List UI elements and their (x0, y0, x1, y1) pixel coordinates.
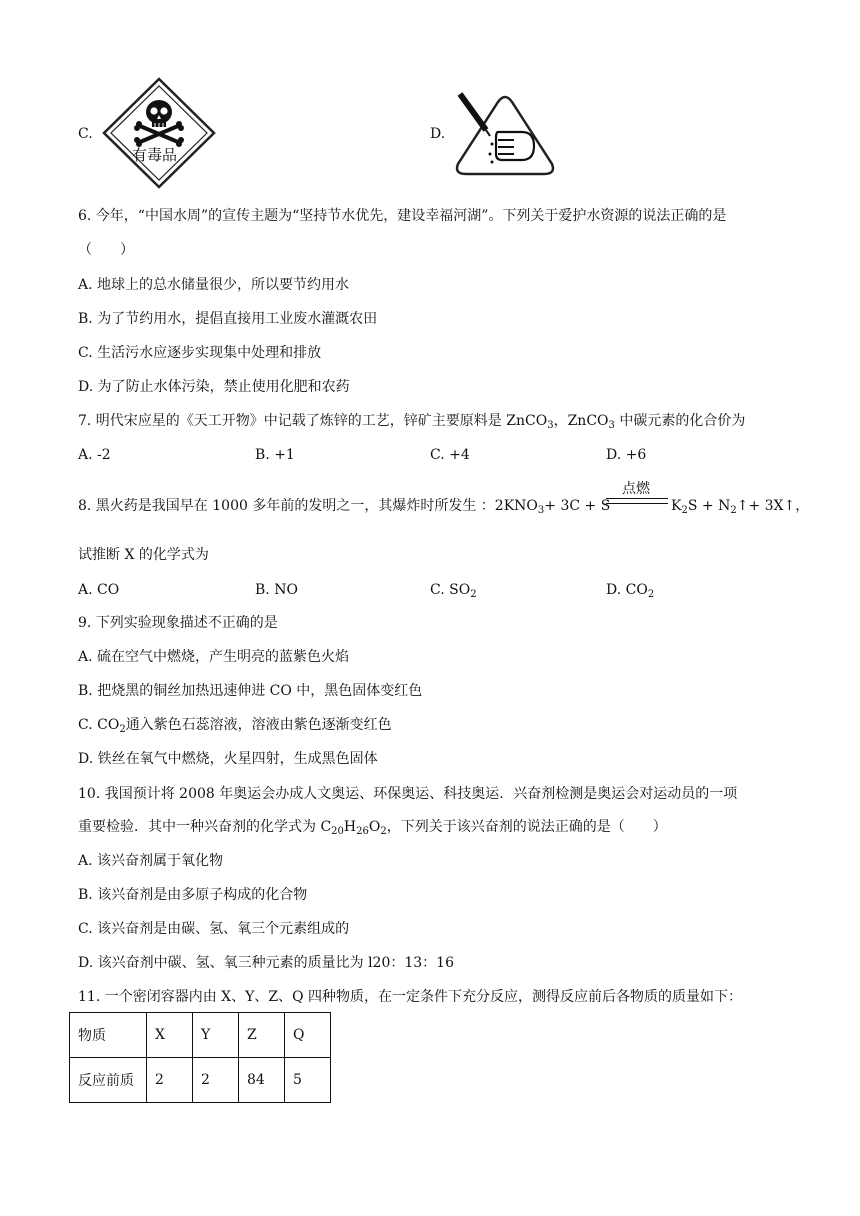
table-cell: 84 (239, 1058, 285, 1103)
q7-option-d: D. +6 (606, 447, 647, 463)
table-row (70, 1013, 331, 1058)
q6-option-b: B. 为了节约用水，提倡直接用工业废水灌溉农田 (78, 311, 378, 327)
table-cell: 反应前质 (70, 1058, 147, 1103)
table-cell: 5 (285, 1058, 331, 1103)
q7-option-a: A. -2 (78, 447, 111, 463)
reaction-equals-sign (606, 498, 668, 504)
q8-products: $K_2S$ + $N_2↑+$ 3X↑， (671, 498, 810, 516)
q9-option-a: A. 硫在空气中燃烧，产生明亮的蓝紫色火焰 (78, 649, 350, 665)
mass-table (69, 1012, 331, 1103)
table-cell: Y (193, 1013, 239, 1058)
q10-option-a: A. 该兴奋剂属于氧化物 (78, 853, 224, 869)
q7-option-b: B. +1 (255, 447, 295, 463)
q8-option-b: B. NO (255, 582, 298, 598)
q9-option-b: B. 把烧黑的铜丝加热迅速伸进 CO 中，黑色固体变红色 (78, 683, 423, 699)
q10-option-c: C. 该兴奋剂是由碳、氢、氧三个元素组成的 (78, 921, 350, 937)
q10-option-d: D. 该兴奋剂中碳、氢、氧三种元素的质量比为 l20：13：16 (78, 955, 454, 971)
table-cell: 2 (193, 1058, 239, 1103)
q6-option-a: A. 地球上的总水储量很少，所以要节约用水 (78, 277, 350, 293)
table-cell: Z (239, 1013, 285, 1058)
q10-line2: 重要检验．其中一种兴奋剂的化学式为 $C_{20}H_{26}O_2$，下列关于该兴奋剂的说法正确的是（ ） (78, 819, 667, 837)
table-cell: 物质 (70, 1013, 147, 1058)
q6-option-c: C. 生活污水应逐步实现集中处理和排放 (78, 345, 322, 361)
q8-option-c: C. $SO_2$ (430, 582, 477, 600)
table-cell: X (147, 1013, 193, 1058)
q10-line1: 10. 我国预计将 2008 年奥运会办成人文奥运、环保奥运、科技奥运．兴奋剂检测是奥运会对运动员的一项 (78, 786, 738, 802)
toxic-hazard-sign-icon (100, 76, 218, 190)
table-row (70, 1058, 331, 1103)
reaction-condition: 点燃 (622, 481, 650, 497)
table-cell: Q (285, 1013, 331, 1058)
q9-stem: 9. 下列实验现象描述不正确的是 (78, 615, 278, 631)
q10-option-b: B. 该兴奋剂是由多原子构成的化合物 (78, 887, 308, 903)
corrosive-hand-warning-icon (452, 88, 558, 178)
q8-option-a: A. CO (78, 582, 120, 598)
table-cell: 2 (147, 1058, 193, 1103)
q9-option-d: D. 铁丝在氧气中燃烧，火星四射，生成黑色固体 (78, 751, 378, 767)
q6-stem: 6. 今年，“中国水周”的宣传主题为“坚持节水优先，建设幸福河湖”。下列关于爱护水资源的说法正确的是 (78, 208, 727, 224)
q8-line2: 试推断 X 的化学式为 (78, 547, 209, 563)
q11-stem: 11. 一个密闭容器内由 X、Y、Z、Q 四种物质，在一定条件下充分反应，测得反应前后各物质的质量如下： (78, 989, 743, 1005)
q7-stem: 7. 明代宋应星的《天工开物》中记载了炼锌的工艺，锌矿主要原料是 ZnCO$_3$，ZnCO$_3$ 中碳元素的化合价为 (78, 413, 746, 431)
q6-paren: （ ） (78, 242, 134, 258)
q9-option-c: C. $CO_2$通入紫色石蕊溶液，溶液由紫色逐渐变红色 (78, 717, 392, 735)
q8-option-d: D. $CO_2$ (606, 582, 655, 600)
q7-option-c: C. +4 (430, 447, 470, 463)
option-d-label: D. (430, 126, 446, 142)
option-c-label: C. (78, 126, 93, 142)
toxic-sign-text: 有毒品 (132, 146, 178, 164)
q6-option-d: D. 为了防止水体污染，禁止使用化肥和农药 (78, 379, 350, 395)
q8-stem: 8. 黑火药是我国早在 1000 多年前的发明之一，其爆炸时所发生 ：$2KNO_3+ 3C + S$ (78, 498, 611, 516)
